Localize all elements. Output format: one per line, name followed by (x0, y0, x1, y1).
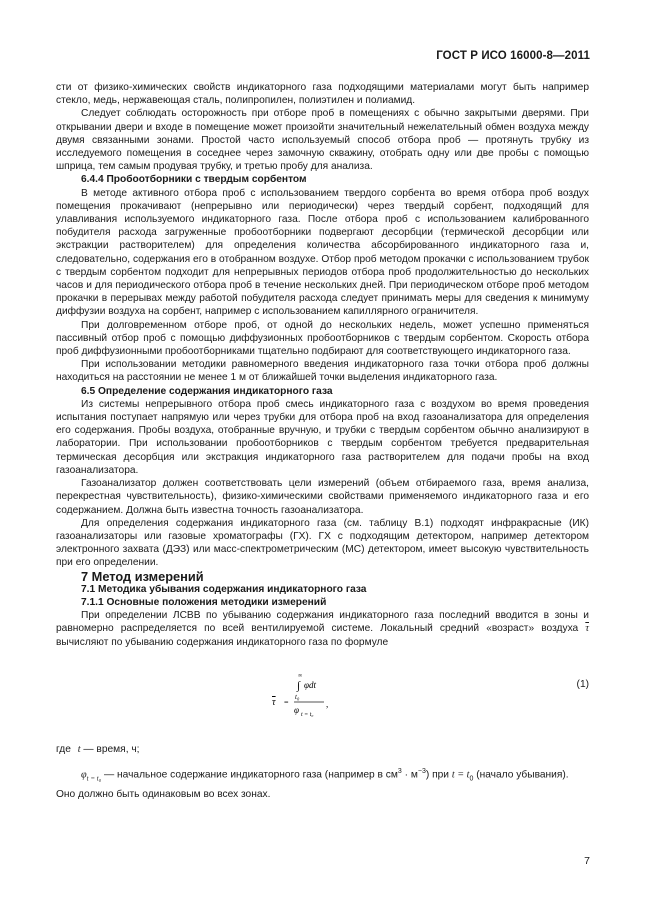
formula-expression (272, 671, 402, 732)
formula-integral: ∫ (297, 679, 301, 692)
formula-number: (1) (576, 678, 589, 690)
paragraph: Для определения содержания индикаторного газа (см. таблицу В.1) подходят инфракрасные (ИК) газоанализаторы или газовые хроматографы (ГХ). ГХ с подходящим детектором, например детектором электронного захвата (ДЭЗ) или масс-спектрометрическим (МС) детектором, имеет высокую чувствительность при его определении. (56, 517, 589, 569)
formula-den-sub: t = t₀ (301, 711, 314, 718)
paragraph: В методе активного отбора проб с использованием твердого сорбента во время отбора проб воздух помещения прокачивают (непрерывно или периодически) через твердый сорбент, подходящий для улавливания используемого индикаторного газа. После отбора проб с использованием калиброванного побудителя расхода загруженные пробоотборники подвергают десорбции (термической десорбции или экстракции растворителем) для определения количества абсорбированного индикаторного газа и, следовательно, содержания его в отобранном воздухе. Отбор проб методом прокачки с использованием трубок с твердым сорбентом подходит для непрерывных периодов отбора проб продолжительностью до нескольких часов и для периодического отбора проб в течение нескольких дней. При периодическом отборе проб методом прокачки в перерывах между работой побудителя расхода следует принимать меры для сведения к минимуму диффузии воздуха на сорбент, например с использованием капиллярного ограничителя. (56, 187, 589, 318)
paragraph: сти от физико-химических свойств индикаторного газа подходящими материалами могут быть например стекло, медь, нержавеющая сталь, полипропилен, полиэтилен и полиамид. (56, 82, 589, 107)
paragraph: При определении ЛСВВ по убыванию содержания индикаторного газа последний вводится в зоны и равномерно распределяется по всей вентилируемой системе. Локальный средний «возраст» воздуха $\overline{\tau}$ вычисляют по убыванию содержания индикаторного газа по формуле (56, 610, 589, 648)
paragraph: При долговременном отборе проб, от одной до нескольких недель, может успешно применяться пассивный отбор проб с помощью диффузионных пробоотборников с твердым сорбентом. Скорость отбора проб диффузионными пробоотборниками тщательно подбирают для соответствующего индикаторного газа. (56, 319, 589, 358)
paragraph: Следует соблюдать осторожность при отборе проб в помещениях с обычно закрытыми дверями. При открывании двери и входе в помещение может произойти значительный нежелательный обмен воздуха между двумя связанными зонами. Простой часто используемый способ отбора проб — протянуть трубку из исследуемого помещения в соседнее через замочную скважину, отобрать одну или две пробы с помощью шприца, тем самым продувая трубку, и третью пробу для анализа. (56, 108, 589, 173)
document-header: ГОСТ Р ИСО 16000-8—2011 (436, 50, 590, 62)
formula-graphic (272, 671, 402, 727)
section-heading-6-4-4: 6.4.4 Пробоотборники с твердым сорбентом (81, 174, 307, 186)
section-heading-7-1: 7.1 Методика убывания содержания индикаторного газа (81, 583, 367, 595)
where-line: где t — время, ч; (56, 743, 140, 755)
paragraph: Из системы непрерывного отбора проб смесь индикаторного газа с воздухом во время проведения испытания поступает напрямую или через трубки для отбора проб на вход газоанализатора для определения его содержания. Пробы воздуха, отобранные вручную, и трубки с твердым сорбентом обычно анализируют в лаборатории. При использовании пробоотборников с твердым сорбентом требуется предварительная термическая десорбция или экстракция индикаторного газа растворителем для подачи пробы на вход газоанализатора. (56, 398, 589, 476)
formula-lower: t₀ (295, 692, 300, 701)
formula-denominator: φ (294, 704, 299, 715)
formula-upper: ∞ (298, 672, 303, 679)
formula-tau: τ (272, 696, 276, 708)
section-heading-6-5: 6.5 Определение содержания индикаторного газа (81, 385, 333, 397)
section-heading-7: 7 Метод измерений (81, 568, 204, 584)
document-body (56, 81, 589, 801)
section-heading-7-1-1: 7.1.1 Основные положения методики измерений (81, 596, 327, 608)
paragraph: При использовании методики равномерного введения индикаторного газа точки отбора проб должны находиться на расстоянии не менее 1 м от ближайшей точки выделения индикаторного газа. (56, 359, 589, 384)
page-number: 7 (584, 855, 590, 867)
formula-integrand: φdt (304, 679, 316, 690)
paragraph: Газоанализатор должен соответствовать цели измерений (объем отбираемого газа, время анализа, перекрестная чувствительность), физико-химическими свойствами применяемого индикаторного газа и его содержанием. Должна быть известна точность газоанализатора. (56, 478, 589, 516)
formula-comma: , (326, 698, 329, 709)
formula-eq: = (284, 697, 289, 707)
paragraph: Оно должно быть одинаковым во всех зонах. (56, 788, 271, 800)
tau-symbol: $\overline{\tau}$ (585, 623, 589, 635)
formula-1 (56, 651, 589, 737)
phi-definition: $\varphi_{t = t_0}$ — начальное содержание индикаторного газа (например в $см^3 \cdot м^{-3}$) при $t = t_0$ (начало убывания). (81, 767, 569, 783)
